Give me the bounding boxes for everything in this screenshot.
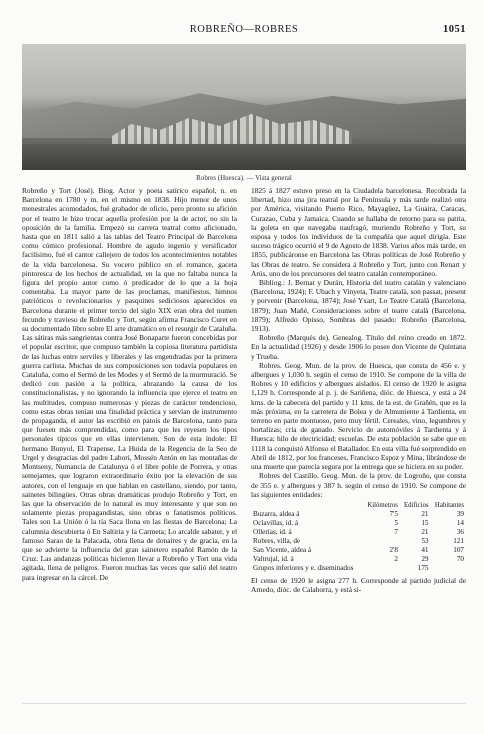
entity-inhabitants: 14 <box>456 518 464 527</box>
entity-km: 7'5 <box>389 509 398 518</box>
entity-inhabitants: 36 <box>456 527 464 536</box>
page-header <box>22 24 466 40</box>
entity-name: Oclavillas, id. á <box>253 518 299 527</box>
census-header-cell <box>251 501 363 510</box>
table-row <box>251 510 466 519</box>
entity-name: Robres, villa, de <box>253 536 301 545</box>
page-number: 1051 <box>443 24 466 35</box>
figure-caption: Robres (Huesca). — Vista general <box>196 174 292 182</box>
census-header-inhabitants: Habitantes <box>434 501 464 509</box>
table-row <box>251 537 466 546</box>
entity-buildings: 175 <box>417 563 429 572</box>
photo-foreground <box>22 144 466 170</box>
page-bottom-rule <box>22 703 466 704</box>
entity-km: 7 <box>394 527 398 536</box>
entity-buildings: 21 <box>421 509 429 518</box>
entity-km: 2 <box>394 554 398 563</box>
entity-buildings: 53 <box>421 536 429 545</box>
entity-km: 2'8 <box>389 545 398 554</box>
table-row <box>251 528 466 537</box>
entity-km <box>363 537 400 546</box>
entity-buildings: 15 <box>421 518 429 527</box>
census-header-km: Kilómetros <box>367 501 398 509</box>
left-column <box>22 186 237 582</box>
entity-km <box>363 564 400 573</box>
entity-name: San Vicente, aldea á <box>253 545 312 554</box>
entity-km: 5 <box>394 518 398 527</box>
entity-inhabitants: 70 <box>456 554 464 563</box>
census-header-row <box>251 501 466 510</box>
robreno-tort-article: Robreño y Tort (José). Biog. Actor y poeta satírico español, n. en Barcelona en 1780 y m. en el mismo en 1838. Hijo menor de unos menestrales acomodados, fué grabador de oficio, pero pronto su afición por el teatro le hizo trocar aquella profesión por la de actor, no sin la oposición de la familia. Empezó su carrera teatral como aficionado, hasta que en 1811 salió a las tablas del Teatro Principal de Barcelona como cómico profesional. Hombre de agudo ingenio y versificador facilísimo, fué el cantor callejero de todos los acontecimientos notables de la vida barcelonesa. Su vocero público en el romance, gaceta pintoresca de los hechos de actualidad, en la que no faltaba nunca la figura del propio autor como ó predicador de lo que a la hoja comentaba. La mayor parte de las proclamas, manifiestos, himnos patrióticos o revolucionarios y pasquines sediciosos aparecidos en Barcelona durante el primer tercio del siglo XIX eran obra del numen fecundo y travieso de Robreño y Tort, según afirma Francisco Curet en su documentado libro sobre El arte dramático en el resurgir de Cataluña. Las sátiras más sangrientas contra José Bonaparte fueron concebidas por el popular escritor, que compuso también la copiosa literatura partidista de las luchas entre serviles y liberales y las engendradas por la primera guerra carlista. Muchas de sus composiciones son todavía populares en Cataluña, como el Sermó de les Modes y el Sermó de la murmuració. Se dedicó con pasión a la política, abrazando la causa de los constitucionalistas, y no ignorando la influencia que ejerce el teatro en las multitudes, compuso numerosas y piezas de carácter tendencioso, como estas obras tenían una finalidad práctica y servían de instrumento de propaganda, el autor las escribió en patois de Barcelona, tanto para que fuesen más comprendidas, como para que les reyesen los tipos personales típicos que en ellas intervienen. Son de esta índole: El hermano Bunyol, El Trapense, La Huida de la Regencia de la Seo de Urgel y desgracias del padre Labori, Mossén Antón en las montañas de Montseny, Numancia de Catalunya ó el libre poble de Porrera, y otras semejantes, que lograron extraordinario éxito por la elevación de sus autores, con el lenguaje en que hablan en castellano, siendo, por tanto, sainetes bilingües. Otras obras dramáticas produjo Robreño y Tort, en las que la observación de lo natural es muy interesante y que son no solamente piezas propagandistas, sino obras o fanatismos políticos. Tales son La Unión ó la tía Saca llona en las fiestas de Barcelona; La calumnia descubierta ó En Saltiria y la Carmeta; Lo arcalde sabater, y el famoso Sarao de la Palacada, obra llena de donaires y de gracia, en la que se advierte la influencia del gran sainetero español Ramón de la Cruz. Las andanzas políticas hicieron llevar a Robreño y Tort una vida agitada, llena de peligros. Fueron muchas las veces que salió del teatro para ingresar en la cárcel. De <box>22 186 237 582</box>
entity-buildings: 21 <box>421 527 429 536</box>
entity-buildings: 41 <box>421 545 429 554</box>
right-column <box>251 186 466 594</box>
entity-inhabitants: 121 <box>453 536 464 545</box>
running-title: ROBREÑO—ROBRES <box>189 24 299 35</box>
table-row <box>251 519 466 528</box>
article-continuation: 1825 á 1827 estuvo preso en la Ciudadela barcelonesa. Recobrada la libertad, hizo una jira teatral por la Península y más tarde realizó otra por América, visitando Puerto Rico, Mayagüez, La Guaira, Caracas, Curazao, Cuba y Jamaica. Cuando se hallaba de retorno para su patria, la goleta en que navegaba naufragó, muriendo Robreño y Tort, su esposa y todos los individuos de la compañía que aquel dirigía. Este suceso trágico ocurrió el 9 de Agosto de 1838. Varios años más tarde, en 1855, publicáronse en Barcelona las Obras políticas de José Robreño y las Obras de teatro. Se considera á Robreño y Tort, junto con Renart y Arús, uno de los precursores del teatro catalán contemporáneo. <box>251 186 466 278</box>
entity-name: Valtrujal, id. á <box>253 554 294 563</box>
entity-buildings: 29 <box>421 554 429 563</box>
robres-castillo-entry: Robres del Castillo. Geog. Mun. de la prov. de Logroño, que consta de 355 e. y albergues y 387 h. según el censo de 1910. Se compone de las siguientes entidades: <box>251 471 466 499</box>
census-table <box>251 501 466 573</box>
entity-inhabitants: 39 <box>456 509 464 518</box>
census-header-buildings: Edificios <box>403 501 429 509</box>
table-row <box>251 564 466 573</box>
robreno-marques-entry: Robreño (Marqués de). Genealog. Título del reino creado en 1872. En la actualidad (1926) y desde 1906 lo posee don Vicente de Quintana y Trueba. <box>251 333 466 361</box>
entity-name: Buzarra, aldea á <box>253 509 300 518</box>
entity-inhabitants <box>431 564 466 573</box>
village-photograph <box>22 44 466 170</box>
table-row <box>251 546 466 555</box>
entity-name: Ollerías, id. á <box>253 527 292 536</box>
entity-inhabitants: 107 <box>453 545 464 554</box>
closing-text: El censo de 1920 le asigna 277 h. Corresponde al partido judicial de Arnedo, dióc. de Calahorra, y está si- <box>251 575 466 595</box>
entity-name: Grupos inferiores y e. diseminados <box>253 563 354 572</box>
bibliography-entry: Bibliog.: J. Bernat y Durán, Historia del teatro catalán y valenciano (Barcelona, 1924); F. Ubach y Vinyeta, Teatre català, son passat, present y porvenir (Barcelona, 1874); José Yxart, Lo Teatre Català (Barcelona, 1879); Juan Mañé, Consideraciones sobre el teatre català (Barcelona, 1879); Alfredo Opisso, Sombras del pasado: Robreño (Barcelona, 1913). <box>251 278 466 334</box>
table-row <box>251 555 466 564</box>
robres-entry: Robres. Geog. Mun. de la prov. de Huesca, que consta de 456 e. y albergues y 1,030 h. según el censo de 1910. Se compone de la villa de Robres y 10 edificios y albergues aislados. El censo de 1920 le asigna 1,129 h. Corresponde al p. j. de Sariñena, dióc. de Huesca, y está a 24 kms. de la cabecera del partido y 11 kms. de la est. de Grañén, que es la más próxima, en la carretera de Bolea y de Almuniente á Tardienta, en terreno en parte montuoso, pero muy fértil. Cereales, vino, legumbres y hortalizas; cría de ganado. Servicio de automóviles á Tardienta y á Huesca; hilo de electricidad; escuelas. De esta población se sabe que en 1118 la conquistó Alfonso el Batallador. En esta villa fué sorprendido en Abril de 1812, por los franceses, Francisco Espoz y Mina, librándose de una muerte que parecía segura por la entrega que se hiciera en su poder. <box>251 360 466 472</box>
